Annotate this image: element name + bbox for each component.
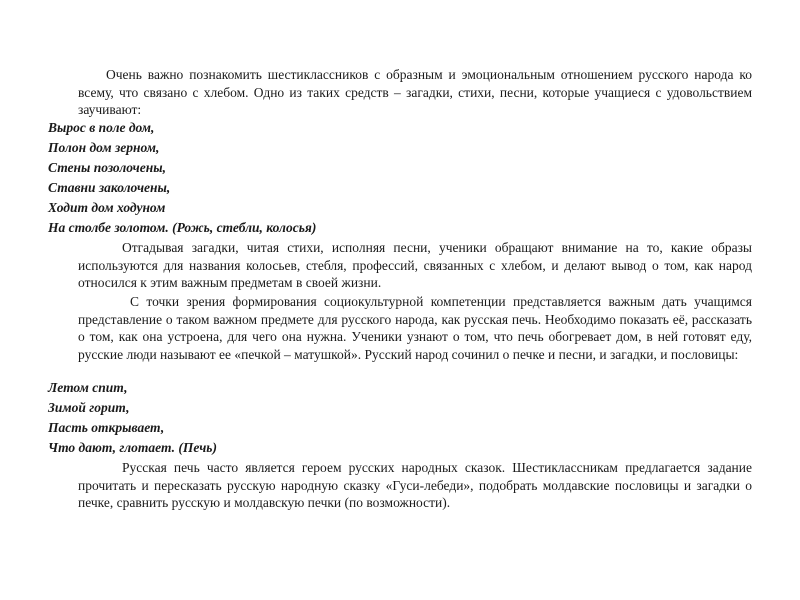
intro-paragraph: Очень важно познакомить шестиклассников с образным и эмоциональным отношением русского народа ко всему, что связано с хлебом. Одно из таких средств – загадки, стихи, песни, которые учащиеся с удовольствием заучивают:	[78, 67, 752, 117]
russian-stove-paragraph: С точки зрения формирования социокультурной компетенции представляется важным дать учащимся представление о таком важном предмете для русского народа, как русская печь. Необходимо показать её, рассказать о том, как она устроена, для чего она нужна. Ученики узнают о том, что печь обогревает дом, в ней готовят еду, русские люди называют ее «печкой – матушкой». Русский народ сочинил о печке и песни, и загадки, и пословицы:	[78, 294, 752, 362]
riddle-bread-line: Полон дом зерном,	[48, 140, 160, 155]
riddle-stove-line: Пасть открывает,	[48, 420, 165, 435]
riddle-stove-line: Что дают, глотает. (Печь)	[48, 440, 217, 455]
riddles-analysis-paragraph: Отгадывая загадки, читая стихи, исполняя песни, ученики обращают внимание на то, какие образы используются для названия колосьев, стебля, профессий, связанных с хлебом, и делают вывод о том, как народ относился к этим важным предметам в своей жизни.	[78, 240, 752, 290]
riddle-stove-line: Летом спит,	[48, 380, 128, 395]
fairy-tale-task-paragraph: Русская печь часто является героем русских народных сказок. Шестиклассникам предлагается задание прочитать и пересказать русскую народную сказку «Гуси-лебеди», подобрать молдавские пословицы и загадки о печке, сравнить русскую и молдавскую печки (по возможности).	[78, 460, 752, 510]
riddle-bread-line: Ходит дом ходуном	[48, 200, 166, 215]
riddle-bread-line: Вырос в поле дом,	[48, 120, 155, 135]
riddle-bread-line: Ставни заколочены,	[48, 180, 171, 195]
riddle-bread-line: На столбе золотом. (Рожь, стебли, колосья)	[48, 220, 317, 235]
riddle-bread-line: Стены позолочены,	[48, 160, 166, 175]
riddle-stove-line: Зимой горит,	[48, 400, 130, 415]
